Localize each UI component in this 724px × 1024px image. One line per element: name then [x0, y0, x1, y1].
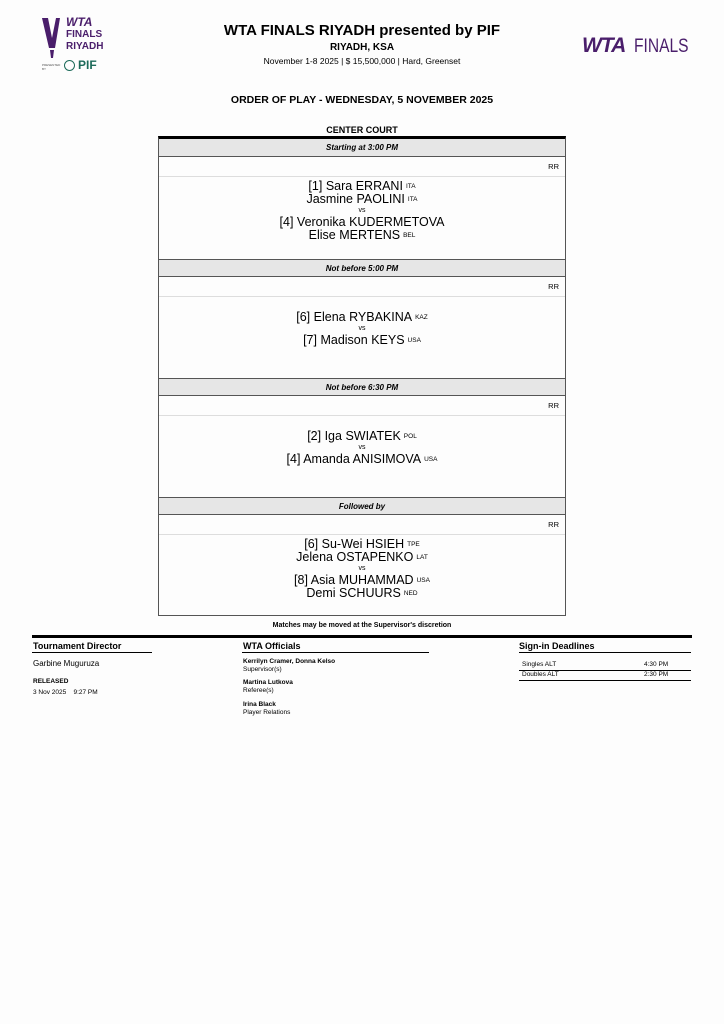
- tournament-title: WTA FINALS RIYADH presented by PIF: [223, 22, 501, 39]
- logo-pif-text: PIF: [78, 58, 97, 72]
- player-line: [6] Su-Wei HSIEH TPE: [304, 537, 420, 551]
- vs-label: vs: [358, 565, 366, 572]
- player-line: Demi SCHUURS NED: [306, 586, 418, 600]
- official-role: Referee(s): [243, 687, 274, 694]
- player-line: [4] Amanda ANISIMOVA USA: [286, 452, 438, 466]
- logo-riyadh-text: RIYADH: [66, 41, 104, 52]
- match-players: [159, 535, 565, 600]
- match-slot-1: [159, 139, 565, 259]
- player-line: [6] Elena RYBAKINA KAZ: [296, 310, 428, 324]
- tournament-info: November 1-8 2025 | $ 15,500,000 | Hard, Greenset: [263, 56, 461, 66]
- footer-divider: [32, 635, 692, 638]
- match-slot-2: [159, 259, 565, 379]
- deadline-time: 2:30 PM: [644, 671, 669, 678]
- logo-finals-text: FINALS: [66, 29, 103, 40]
- deadline-time: 4:30 PM: [644, 661, 669, 668]
- deadlines-rule: [519, 652, 691, 653]
- deadlines-title: Sign-in Deadlines: [519, 641, 595, 651]
- official-name: Kerrilyn Cramer, Donna Kelso: [243, 658, 336, 665]
- officials-title: WTA Officials: [243, 641, 301, 651]
- match-players: [159, 297, 565, 347]
- logo-right-finals: FINALS: [634, 36, 689, 57]
- player-line: [4] Veronika KUDERMETOVA: [279, 215, 445, 229]
- logo-right-wta: WTA: [582, 34, 626, 57]
- vs-label: vs: [358, 325, 366, 332]
- player-line: [8] Asia MUHAMMAD USA: [294, 573, 430, 587]
- round-label: RR: [159, 515, 565, 535]
- match-players: [159, 177, 565, 242]
- player-line: Jasmine PAOLINI ITA: [306, 192, 418, 206]
- match-slot-4: [159, 497, 565, 615]
- logo-presented-text: PRESENTED BY: [42, 63, 61, 71]
- player-line: [1] Sara ERRANI ITA: [308, 179, 416, 193]
- official-role: Player Relations: [243, 709, 291, 716]
- wta-finals-logo: [582, 34, 694, 58]
- released-date: 3 Nov 2025 9:27 PM: [33, 689, 98, 696]
- slot-time: Not before 5:00 PM: [159, 259, 565, 277]
- court-name: CENTER COURT: [326, 125, 398, 135]
- vs-label: vs: [358, 444, 366, 451]
- deadline-label: Singles ALT: [522, 661, 557, 668]
- slot-time: Starting at 3:00 PM: [159, 139, 565, 157]
- player-line: [7] Madison KEYS USA: [303, 333, 421, 347]
- match-slot-3: [159, 378, 565, 498]
- round-label: RR: [159, 157, 565, 177]
- official-name: Irina Black: [243, 701, 276, 708]
- released-label: RELEASED: [33, 678, 69, 685]
- director-name: Garbine Muguruza: [33, 659, 100, 668]
- director-title: Tournament Director: [33, 641, 122, 651]
- discretion-note: Matches may be moved at the Supervisor's discretion: [272, 622, 452, 629]
- director-rule: [32, 652, 152, 653]
- vs-label: vs: [358, 207, 366, 214]
- round-label: RR: [159, 277, 565, 297]
- player-line: Jelena OSTAPENKO LAT: [296, 550, 428, 564]
- order-of-play-title: ORDER OF PLAY - WEDNESDAY, 5 NOVEMBER 2025: [230, 94, 494, 106]
- tournament-city: RIYADH, KSA: [329, 42, 395, 53]
- logo-wta-text: WTA: [66, 15, 93, 29]
- player-line: [2] Iga SWIATEK POL: [307, 429, 417, 443]
- official-name: Martina Lutkova: [243, 679, 293, 686]
- deadline-row: [519, 670, 691, 681]
- player-line: Elise MERTENS BEL: [308, 228, 416, 242]
- round-label: RR: [159, 396, 565, 416]
- court-schedule: [158, 136, 566, 616]
- match-players: [159, 416, 565, 466]
- slot-time: Followed by: [159, 497, 565, 515]
- deadline-label: Doubles ALT: [522, 671, 559, 678]
- officials-rule: [242, 652, 429, 653]
- slot-time: Not before 6:30 PM: [159, 378, 565, 396]
- official-role: Supervisor(s): [243, 666, 282, 673]
